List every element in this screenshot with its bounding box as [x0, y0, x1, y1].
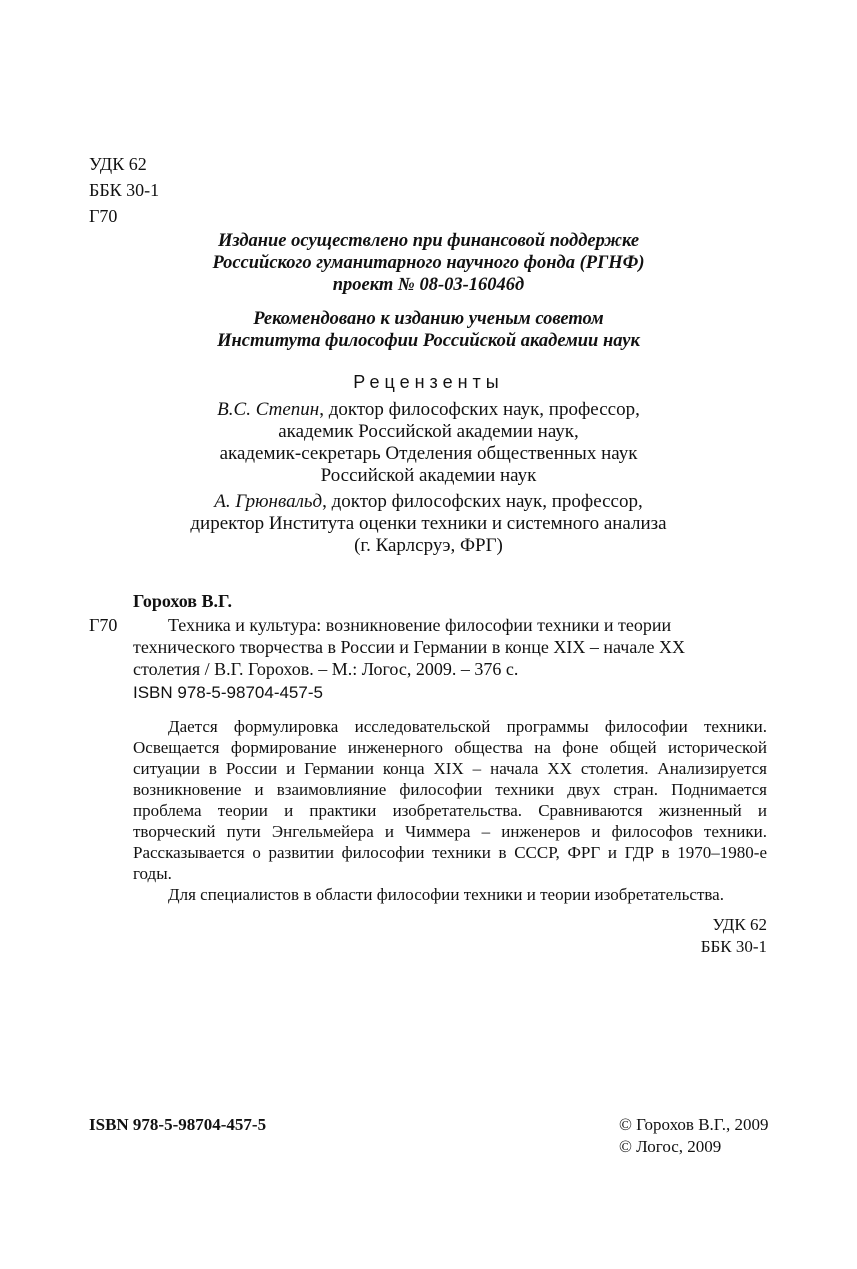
- reviewers-heading: Рецензенты: [353, 372, 504, 392]
- reviewer-2-line-1: [0, 491, 857, 513]
- copyright: [619, 1114, 768, 1158]
- reviewer-2: [0, 491, 857, 557]
- reviewer-1-line-1: [0, 399, 857, 421]
- bibliography-line-2: технического творчества в России и Германии в конце XIX – начале XX: [133, 637, 685, 657]
- reviewer-1-name: В.С. Степин: [217, 399, 320, 420]
- annotation-udk: УДК 62: [712, 915, 767, 934]
- funding-notice: [0, 230, 857, 296]
- reviewer-1-title: , доктор философских наук, профессор,: [319, 399, 640, 420]
- header-codes: [89, 151, 159, 229]
- funding-line-2: Российского гуманитарного научного фонда (РГНФ): [212, 253, 645, 273]
- annotation-paragraph-2: Для специалистов в области философии техники и теории изобретательства.: [168, 885, 724, 904]
- udk-code: УДК 62: [89, 154, 147, 174]
- bibliography-isbn: ISBN 978-5-98704-457-5: [133, 683, 323, 702]
- reviewer-2-name: А. Грюнвальд: [214, 491, 323, 512]
- bibliography-line-1: Техника и культура: возникновение философии техники и теории: [168, 615, 672, 635]
- author-mark: Г70: [89, 206, 118, 226]
- recommendation-line-2: Института философии Российской академии наук: [217, 331, 640, 351]
- bibliography-mark: Г70: [89, 615, 118, 635]
- reviewer-2-line-2: директор Института оценки техники и системного анализа: [190, 513, 667, 534]
- recommendation-line-1: Рекомендовано к изданию ученым советом: [253, 309, 604, 329]
- reviewer-2-title: , доктор философских наук, профессор,: [322, 491, 643, 512]
- reviewer-1-line-4: Российской академии наук: [320, 465, 537, 486]
- reviewer-1-line-3: академик-секретарь Отделения общественных наук: [219, 443, 638, 464]
- bbk-code: ББК 30-1: [89, 180, 160, 200]
- reviewer-1: [0, 399, 857, 487]
- annotation-paragraph-1: Дается формулировка исследовательской программы философии техники. Освещается формирование инженерного общества на фоне общей исторической ситуации в России и Германии конца XIX – начала XX столетия. Анализируется возникновение и взаимовлияние философии техники двух стран. Поднимается проблема теории и практики изобретательства. Сравниваются жизненный и творческий пути Энгельмейера и Чиммера – инженеров и философов техники. Рассказывается о развитии философии техники в СССР, ФРГ и ГДР в 1970–1980-е годы.: [133, 717, 767, 883]
- recommendation-notice: [0, 308, 857, 352]
- annotation: [133, 716, 767, 905]
- copyright-author: © Горохов В.Г., 2009: [619, 1115, 769, 1134]
- copyright-publisher: © Логос, 2009: [619, 1137, 722, 1156]
- bibliography-line-3: столетия / В.Г. Горохов. – М.: Логос, 2009. – 376 с.: [133, 659, 519, 679]
- annotation-codes: [701, 914, 767, 958]
- reviewer-2-line-3: (г. Карлсруэ, ФРГ): [354, 535, 503, 556]
- bibliography-author: Горохов В.Г.: [133, 591, 232, 611]
- funding-line-3: проект № 08-03-16046д: [332, 275, 525, 295]
- footer-isbn: ISBN 978-5-98704-457-5: [89, 1115, 267, 1134]
- bibliography-description: [133, 614, 773, 680]
- annotation-bbk: ББК 30-1: [700, 937, 767, 956]
- funding-line-1: Издание осуществлено при финансовой поддержке: [217, 231, 640, 251]
- reviewer-1-line-2: академик Российской академии наук,: [278, 421, 579, 442]
